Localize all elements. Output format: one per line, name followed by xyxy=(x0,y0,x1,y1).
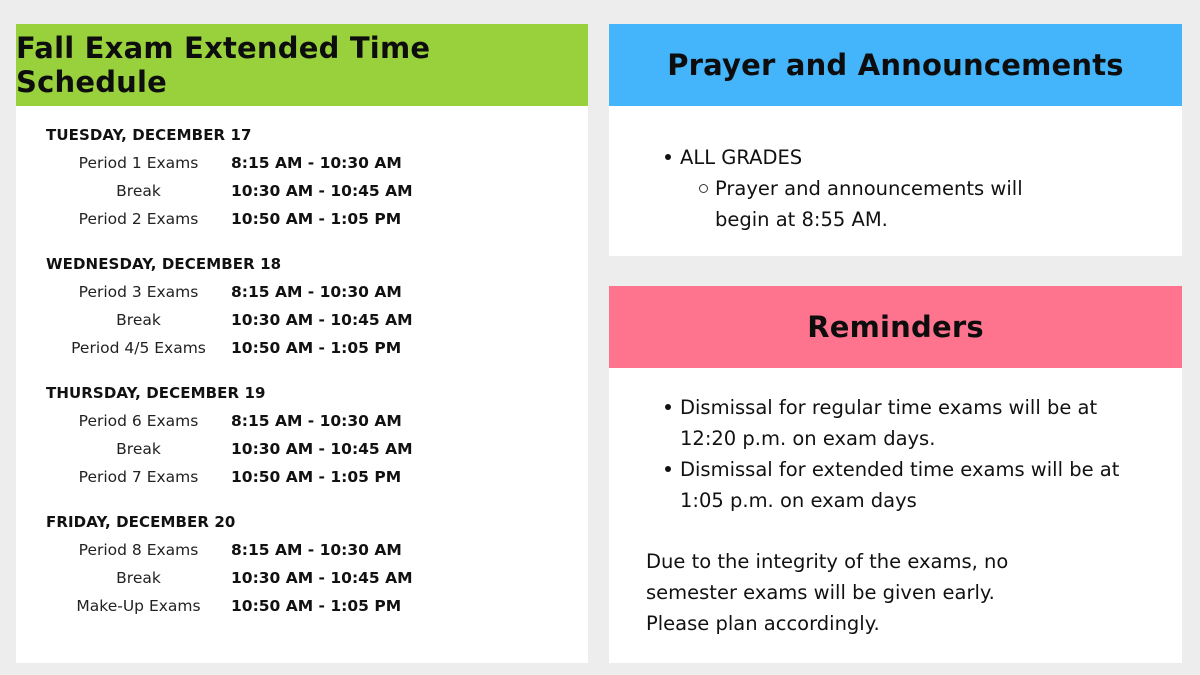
day-title: WEDNESDAY, DECEMBER 18 xyxy=(46,255,282,273)
reminders-panel xyxy=(609,286,1182,663)
schedule-body xyxy=(16,106,588,620)
prayer-sub-list xyxy=(715,173,1045,235)
prayer-title: Prayer and Announcements xyxy=(609,24,1182,106)
reminders-note: Due to the integrity of the exams, no semester exams will be given early. Please plan accordingly. xyxy=(646,550,1009,635)
reminder-item: Dismissal for extended time exams will be at 1:05 p.m. on exam days xyxy=(680,454,1129,516)
schedule-row xyxy=(46,407,588,435)
reminders-title: Reminders xyxy=(609,286,1182,368)
schedule-row xyxy=(46,463,588,491)
reminders-content xyxy=(609,368,1129,516)
period-time: 8:15 AM - 10:30 AM xyxy=(231,154,402,172)
period-time: 10:30 AM - 10:45 AM xyxy=(231,182,413,200)
day-block xyxy=(46,383,588,491)
day-title: FRIDAY, DECEMBER 20 xyxy=(46,513,236,531)
reminders-list xyxy=(680,392,1129,516)
period-time: 8:15 AM - 10:30 AM xyxy=(231,283,402,301)
period-label: Break xyxy=(116,182,161,200)
day-block xyxy=(46,254,588,362)
period-time: 10:50 AM - 1:05 PM xyxy=(231,210,402,228)
schedule-row xyxy=(46,149,588,177)
period-time: 10:50 AM - 1:05 PM xyxy=(231,468,402,486)
schedule-title: Fall Exam Extended Time Schedule xyxy=(16,24,588,106)
reminder-item: Dismissal for regular time exams will be at 12:20 p.m. on exam days. xyxy=(680,392,1129,454)
period-label: Break xyxy=(116,311,161,329)
day-title: TUESDAY, DECEMBER 17 xyxy=(46,126,252,144)
period-label: Period 3 Exams xyxy=(78,283,199,301)
schedule-row xyxy=(46,306,588,334)
prayer-content xyxy=(609,106,1182,235)
period-time: 10:50 AM - 1:05 PM xyxy=(231,339,402,357)
period-label: Period 8 Exams xyxy=(78,541,199,559)
day-title: THURSDAY, DECEMBER 19 xyxy=(46,384,266,402)
period-time: 8:15 AM - 10:30 AM xyxy=(231,412,402,430)
schedule-row xyxy=(46,177,588,205)
period-label: Period 2 Exams xyxy=(78,210,199,228)
period-label: Period 7 Exams xyxy=(78,468,199,486)
prayer-panel xyxy=(609,24,1182,256)
prayer-sub-bullet: Prayer and announcements will begin at 8:55 AM. xyxy=(715,173,1045,235)
period-label: Break xyxy=(116,569,161,587)
period-label: Break xyxy=(116,440,161,458)
schedule-row xyxy=(46,334,588,362)
schedule-row xyxy=(46,536,588,564)
prayer-bullet xyxy=(680,142,1182,235)
schedule-row xyxy=(46,278,588,306)
prayer-bullet-text: ALL GRADES xyxy=(680,146,803,169)
period-time: 8:15 AM - 10:30 AM xyxy=(231,541,402,559)
period-time: 10:30 AM - 10:45 AM xyxy=(231,440,413,458)
period-time: 10:30 AM - 10:45 AM xyxy=(231,311,413,329)
period-label: Make-Up Exams xyxy=(76,597,201,615)
period-label: Period 6 Exams xyxy=(78,412,199,430)
schedule-row xyxy=(46,435,588,463)
schedule-row xyxy=(46,592,588,620)
period-time: 10:50 AM - 1:05 PM xyxy=(231,597,402,615)
prayer-list xyxy=(680,142,1182,235)
schedule-row xyxy=(46,564,588,592)
period-label: Period 1 Exams xyxy=(78,154,199,172)
period-time: 10:30 AM - 10:45 AM xyxy=(231,569,413,587)
day-block xyxy=(46,125,588,233)
day-block xyxy=(46,512,588,620)
schedule-row xyxy=(46,205,588,233)
schedule-panel xyxy=(16,24,588,663)
period-label: Period 4/5 Exams xyxy=(71,339,206,357)
